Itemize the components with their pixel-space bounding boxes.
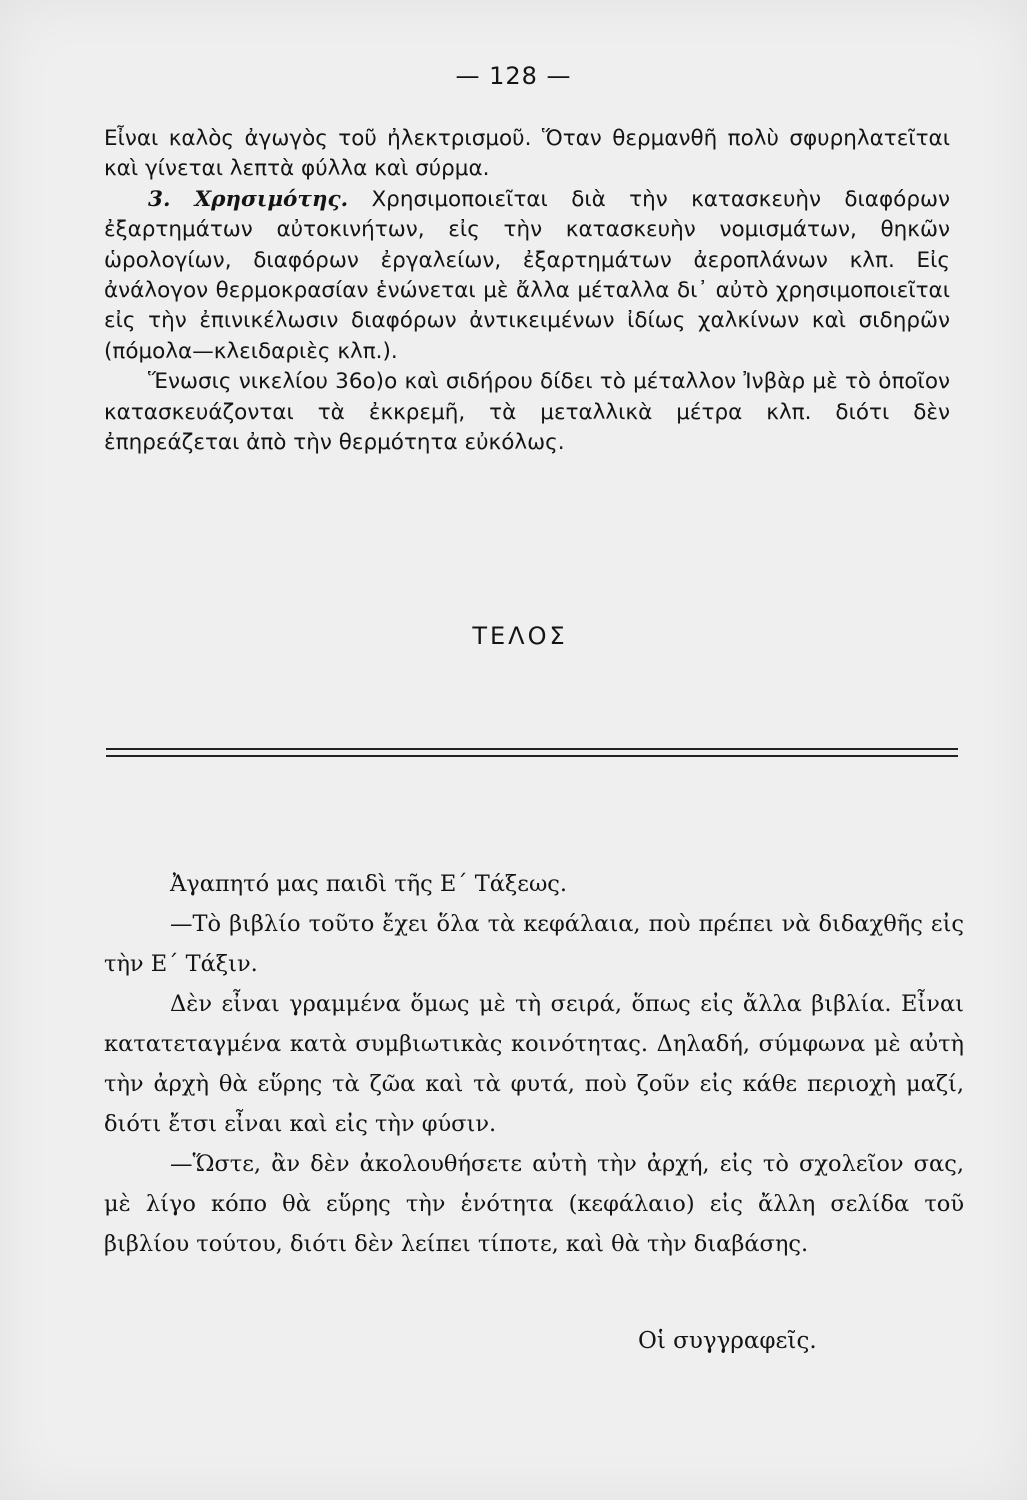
note-salutation: Ἀγαπητό μας παιδὶ τῆς Ε΄ Τάξεως.: [170, 871, 568, 897]
page-number: — 128 —: [455, 62, 572, 90]
paragraph-usage-text: Χρησιμοποιεῖται διὰ τὴν κατασκευὴν διαφόρων ἐξαρτημάτων αὐτοκινήτων, εἰς τὴν κατασκευὴν νομισμάτων, θηκῶν ὡρολογίων, διαφόρων ἐργαλείων, ἐξαρτημάτων ἀεροπλάνων κλπ. Εἰς ἀνάλογον θερμοκρασίαν ἑνώνεται μὲ ἄλλα μέταλλα δι᾽ αὐτὸ χρησιμοποιεῖται εἰς τὴν ἐπινικέλωσιν διαφόρων ἀντικειμένων ἰδίως χαλκίνων καὶ σιδηρῶν (πόμολα—κλειδαριὲς κλπ.).: [104, 186, 950, 364]
note-paragraph-3: —Ὥστε, ἂν δὲν ἀκολουθήσετε αὐτὴ τὴν ἀρχή, εἰς τὸ σχολεῖον σας, μὲ λίγο κόπο θὰ εὕρης τὴν ἑνότητα (κεφάλαιο) εἰς ἄλλη σελίδα τοῦ βιβλίου τούτου, διότι δὲν λείπει τίποτε, καὶ θὰ τὴν διαβάσης.: [104, 1151, 964, 1257]
paragraph-usage: [104, 185, 950, 367]
chapter-text: [104, 124, 950, 458]
paragraph-continuation: Εἶναι καλὸς ἀγωγὸς τοῦ ἠλεκτρισμοῦ. Ὅταν θερμανθῆ πολὺ σφυρηλατεῖται καὶ γίνεται λεπτὰ φύλλα καὶ σύρμα.: [104, 126, 950, 182]
paragraph-invar: Ἕνωσις νικελίου 36ο)ο καὶ σιδήρου δίδει τὸ μέταλλον Ἰνβὰρ μὲ τὸ ὁποῖον κατασκευάζονται τὰ ἐκκρεμῆ, τὰ μεταλλικὰ μέτρα κλπ. διότι δὲν ἐπηρεάζεται ἀπὸ τὴν θερμότητα εὐκόλως.: [104, 369, 950, 456]
authors-signature: Οἱ συγγραφεῖς.: [638, 1328, 817, 1354]
end-title: ΤΕΛΟΣ: [472, 622, 568, 650]
note-paragraph-2: Δὲν εἶναι γραμμένα ὅμως μὲ τὴ σειρά, ὅπως εἰς ἄλλα βιβλία. Εἶναι κατατεταγμένα κατὰ συμβιωτικὰς κοινότητας. Δηλαδή, σύμφωνα μὲ αὐτὴ τὴν ἀρχὴ θὰ εὕρης τὰ ζῶα καὶ τὰ φυτά, ποὺ ζοῦν εἰς κάθε περιοχὴ μαζί, διότι ἔτσι εἶναι καὶ εἰς τὴν φύσιν.: [104, 991, 964, 1137]
divider-top-line: [106, 748, 958, 750]
divider-bottom-line: [106, 755, 958, 757]
section-heading: 3. Χρησιμότης.: [148, 186, 349, 212]
note-paragraph-1: —Τὸ βιβλίο τοῦτο ἔχει ὅλα τὰ κεφάλαια, ποὺ πρέπει νὰ διδαχθῆς εἰς τὴν Ε΄ Τάξιν.: [104, 911, 964, 977]
authors-note: [104, 864, 964, 1264]
